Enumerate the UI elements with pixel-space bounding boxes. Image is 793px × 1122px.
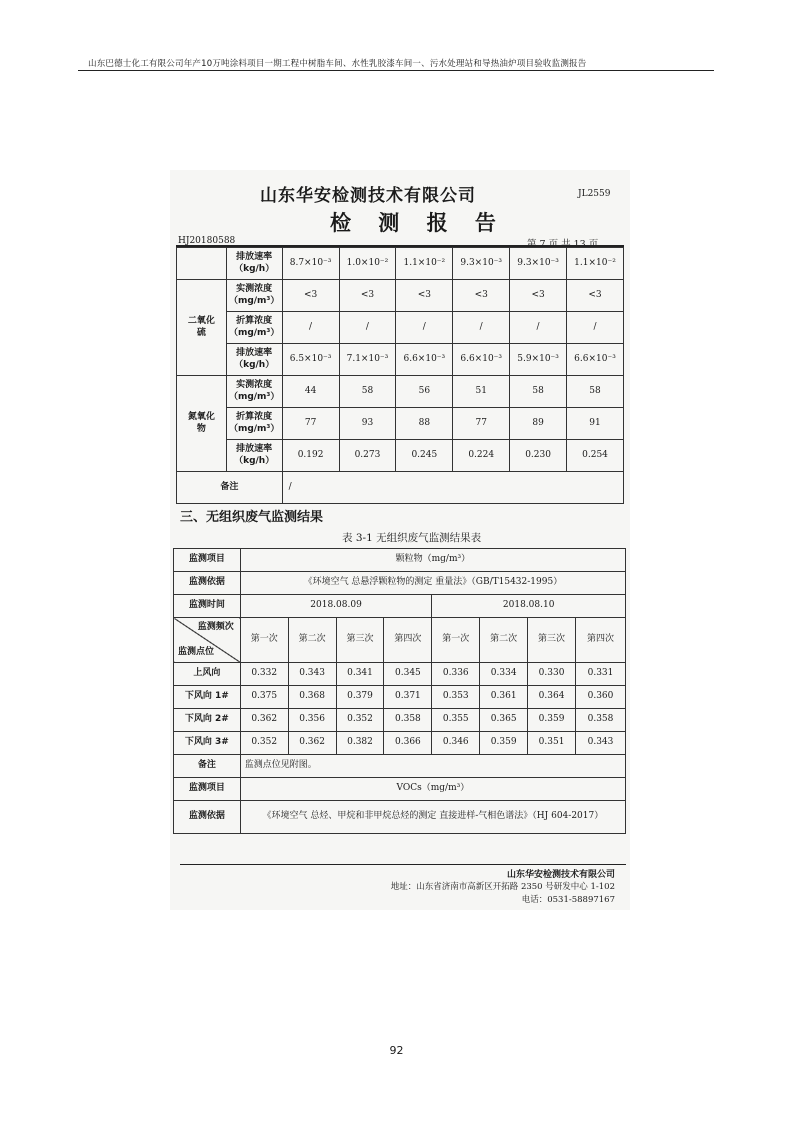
value-cell: 77 bbox=[282, 408, 339, 440]
document-header: 山东巴德士化工有限公司年产10万吨涂料项目一期工程中树脂车间、水性乳胶漆车间一、污水处理站和导热油炉项目验收监测报告 bbox=[88, 59, 587, 69]
value-cell: 0.346 bbox=[432, 732, 480, 755]
value-cell: 0.351 bbox=[528, 732, 576, 755]
basis2-value: 《环境空气 总烃、甲烷和非甲烷总烃的测定 直接进样-气相色谱法》（HJ 604-2017） bbox=[240, 801, 625, 834]
value-cell: / bbox=[510, 312, 567, 344]
value-cell: 0.362 bbox=[288, 732, 336, 755]
table-row bbox=[177, 344, 624, 376]
value-cell: 0.341 bbox=[336, 663, 384, 686]
value-cell: 0.368 bbox=[288, 686, 336, 709]
value-cell: 91 bbox=[567, 408, 624, 440]
table-row bbox=[174, 732, 626, 755]
page-number: 92 bbox=[389, 1044, 404, 1057]
value-cell: 0.358 bbox=[384, 709, 432, 732]
value-cell: <3 bbox=[453, 280, 510, 312]
point-label: 监测点位 bbox=[178, 646, 215, 657]
value-cell: 6.6×10⁻³ bbox=[567, 344, 624, 376]
item2-label: 监测项目 bbox=[174, 778, 241, 801]
value-cell: 0.352 bbox=[336, 709, 384, 732]
basis-value: 《环境空气 总悬浮颗粒物的测定 重量法》（GB/T15432-1995） bbox=[240, 572, 625, 595]
value-cell: / bbox=[453, 312, 510, 344]
item-value: 颗粒物（mg/m³） bbox=[240, 549, 625, 572]
value-cell: 0.379 bbox=[336, 686, 384, 709]
value-cell: 0.331 bbox=[576, 663, 626, 686]
emission-table bbox=[176, 247, 624, 504]
footer-address: 地址：山东省济南市高新区开拓路 2350 号研发中心 1-102 bbox=[390, 882, 615, 892]
value-cell: 0.360 bbox=[576, 686, 626, 709]
value-cell: 58 bbox=[339, 376, 396, 408]
frequency-header: 第三次 bbox=[528, 618, 576, 663]
value-cell: / bbox=[567, 312, 624, 344]
group-cell bbox=[177, 248, 227, 280]
item-cell: 排放速率 （kg/h） bbox=[226, 248, 282, 280]
frequency-header: 第一次 bbox=[240, 618, 288, 663]
value-cell: <3 bbox=[396, 280, 453, 312]
value-cell: 88 bbox=[396, 408, 453, 440]
value-cell: 0.192 bbox=[282, 440, 339, 472]
value-cell: 0.371 bbox=[384, 686, 432, 709]
point-cell: 下风向 3# bbox=[174, 732, 241, 755]
group-cell: 二氧化 硫 bbox=[177, 280, 227, 376]
frequency-header: 第三次 bbox=[336, 618, 384, 663]
header-rule bbox=[78, 70, 714, 71]
value-cell: 0.375 bbox=[240, 686, 288, 709]
value-cell: 8.7×10⁻³ bbox=[282, 248, 339, 280]
value-cell: 0.345 bbox=[384, 663, 432, 686]
footer-rule bbox=[180, 864, 626, 865]
item-cell: 实测浓度 （mg/m³） bbox=[226, 280, 282, 312]
basis2-label: 监测依据 bbox=[174, 801, 241, 834]
value-cell: 0.366 bbox=[384, 732, 432, 755]
table-caption: 表 3-1 无组织废气监测结果表 bbox=[342, 532, 482, 544]
fugitive-emission-table bbox=[173, 548, 626, 834]
value-cell: <3 bbox=[339, 280, 396, 312]
table-row bbox=[177, 408, 624, 440]
item-label: 监测项目 bbox=[174, 549, 241, 572]
value-cell: 56 bbox=[396, 376, 453, 408]
value-cell: 93 bbox=[339, 408, 396, 440]
value-cell: 0.230 bbox=[510, 440, 567, 472]
item2-value: VOCs（mg/m³） bbox=[240, 778, 625, 801]
note-value: 监测点位见附图。 bbox=[240, 755, 625, 778]
frequency-header: 第四次 bbox=[576, 618, 626, 663]
time-label: 监测时间 bbox=[174, 595, 241, 618]
frequency-header: 第二次 bbox=[288, 618, 336, 663]
value-cell: 9.3×10⁻³ bbox=[510, 248, 567, 280]
note-value: / bbox=[282, 472, 623, 504]
note-label: 备注 bbox=[174, 755, 241, 778]
value-cell: 6.6×10⁻³ bbox=[396, 344, 453, 376]
value-cell: 0.359 bbox=[528, 709, 576, 732]
value-cell: / bbox=[396, 312, 453, 344]
value-cell: 0.332 bbox=[240, 663, 288, 686]
value-cell: 58 bbox=[510, 376, 567, 408]
footer-telephone: 电话：0531-58897167 bbox=[521, 895, 615, 905]
value-cell: 0.356 bbox=[288, 709, 336, 732]
item-cell: 排放速率 （kg/h） bbox=[226, 440, 282, 472]
value-cell: / bbox=[339, 312, 396, 344]
value-cell: 1.1×10⁻² bbox=[567, 248, 624, 280]
footer-company: 山东华安检测技术有限公司 bbox=[506, 870, 615, 880]
basis-label: 监测依据 bbox=[174, 572, 241, 595]
value-cell: 0.358 bbox=[576, 709, 626, 732]
value-cell: 0.330 bbox=[528, 663, 576, 686]
value-cell: 9.3×10⁻³ bbox=[453, 248, 510, 280]
page-info: 第 7 页 共 13 页 bbox=[527, 239, 599, 250]
table-row bbox=[177, 248, 624, 280]
value-cell: <3 bbox=[567, 280, 624, 312]
value-cell: 0.355 bbox=[432, 709, 480, 732]
value-cell: / bbox=[282, 312, 339, 344]
company-name: 山东华安检测技术有限公司 bbox=[260, 186, 476, 206]
value-cell: 7.1×10⁻³ bbox=[339, 344, 396, 376]
table-row bbox=[177, 312, 624, 344]
value-cell: 51 bbox=[453, 376, 510, 408]
date-2: 2018.08.10 bbox=[432, 595, 626, 618]
value-cell: 1.0×10⁻² bbox=[339, 248, 396, 280]
point-cell: 下风向 2# bbox=[174, 709, 241, 732]
value-cell: 5.9×10⁻³ bbox=[510, 344, 567, 376]
table-row bbox=[177, 280, 624, 312]
value-cell: 0.254 bbox=[567, 440, 624, 472]
value-cell: 77 bbox=[453, 408, 510, 440]
value-cell: 0.224 bbox=[453, 440, 510, 472]
value-cell: 0.359 bbox=[480, 732, 528, 755]
value-cell: 0.382 bbox=[336, 732, 384, 755]
value-cell: 0.361 bbox=[480, 686, 528, 709]
value-cell: 58 bbox=[567, 376, 624, 408]
value-cell: 0.364 bbox=[528, 686, 576, 709]
frequency-header: 第二次 bbox=[480, 618, 528, 663]
value-cell: 0.334 bbox=[480, 663, 528, 686]
note-label: 备注 bbox=[177, 472, 283, 504]
value-cell: 0.336 bbox=[432, 663, 480, 686]
frequency-label: 监测频次 bbox=[197, 622, 234, 632]
value-cell: <3 bbox=[282, 280, 339, 312]
item-cell: 实测浓度 （mg/m³） bbox=[226, 376, 282, 408]
item-cell: 折算浓度 （mg/m³） bbox=[226, 408, 282, 440]
value-cell: 0.245 bbox=[396, 440, 453, 472]
frequency-header: 第一次 bbox=[432, 618, 480, 663]
value-cell: 1.1×10⁻² bbox=[396, 248, 453, 280]
value-cell: 44 bbox=[282, 376, 339, 408]
table-row bbox=[177, 440, 624, 472]
report-title: 检 测 报 告 bbox=[330, 211, 506, 235]
value-cell: 0.273 bbox=[339, 440, 396, 472]
table-row bbox=[174, 663, 626, 686]
table-row bbox=[174, 709, 626, 732]
value-cell: 0.365 bbox=[480, 709, 528, 732]
value-cell: 89 bbox=[510, 408, 567, 440]
value-cell: 0.343 bbox=[576, 732, 626, 755]
report-number: HJ20180588 bbox=[178, 236, 236, 246]
item-cell: 排放速率 （kg/h） bbox=[226, 344, 282, 376]
note-row bbox=[177, 472, 624, 504]
table-row bbox=[177, 376, 624, 408]
value-cell: 6.6×10⁻³ bbox=[453, 344, 510, 376]
value-cell: 0.362 bbox=[240, 709, 288, 732]
date-1: 2018.08.09 bbox=[240, 595, 432, 618]
section-title: 三、无组织废气监测结果 bbox=[180, 510, 324, 525]
point-cell: 上风向 bbox=[174, 663, 241, 686]
group-cell: 氮氧化 物 bbox=[177, 376, 227, 472]
diagonal-header-cell bbox=[174, 618, 241, 663]
point-cell: 下风向 1# bbox=[174, 686, 241, 709]
frequency-header: 第四次 bbox=[384, 618, 432, 663]
value-cell: 0.352 bbox=[240, 732, 288, 755]
value-cell: 6.5×10⁻³ bbox=[282, 344, 339, 376]
value-cell: <3 bbox=[510, 280, 567, 312]
value-cell: 0.343 bbox=[288, 663, 336, 686]
form-code: JL2559 bbox=[578, 189, 611, 199]
table-row bbox=[174, 686, 626, 709]
item-cell: 折算浓度 （mg/m³） bbox=[226, 312, 282, 344]
value-cell: 0.353 bbox=[432, 686, 480, 709]
